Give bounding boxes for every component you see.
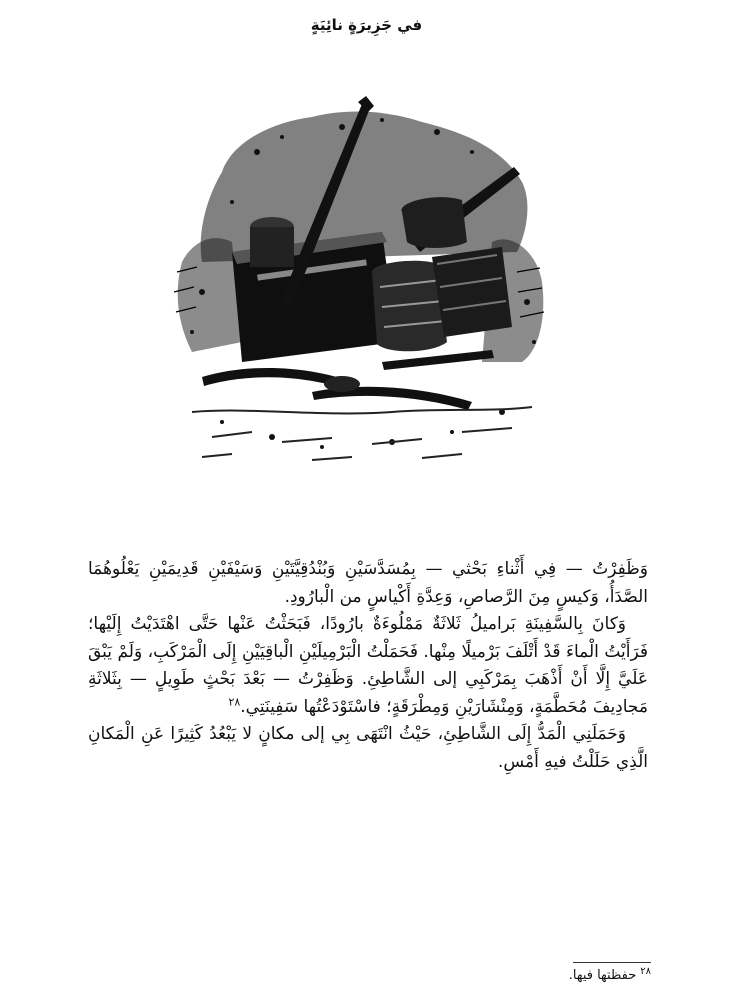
paragraph-barrels [88, 611, 648, 721]
footnote-text: حفظتها فيها. [568, 968, 637, 983]
paragraph-weapons-found: وَظَفِرْتُ — فِي أَثْناءِ بَحْثي — بِمُسَدَّسَيْنِ وَبُنْدُقِيَّتَيْنِ وَسَيْفَيْنِ قَدِيمَيْنِ يَعْلُوهُمَا الصَّدَأُ، وَكيسٍ مِنَ الرَّصاصِ، وَعِدَّةِ أَكْياسٍ من الْبارُودِ. [88, 559, 648, 607]
page-title: في جَزِيرَةٍ نائِيَةٍ [310, 16, 423, 34]
footnote-reference[interactable]: ٢٨ [228, 694, 241, 708]
footnote [440, 966, 651, 986]
footnote-number: ٢٨ [640, 965, 651, 977]
paragraph-tide: وَحَمَلَنِي الْمَدُّ إِلَى الشَّاطِئِ، حَيْثُ انْتَهَى بِي إلى مكانٍ لا يَبْعُدُ كَثِيرًا عَنِ الْمَكانِ الَّذِي حَلَلْتُ فيهِ أَمْسِ. [88, 724, 648, 772]
paragraph-barrels-text: وَكانَ بِالسَّفِينَةِ بَراميلُ ثَلاثَةٌ مَمْلُوءَةٌ بارُودًا، فَبَحَثْتُ عَنْها حَتَّى اهْتَدَيْتُ إِلَيْها؛ فَرَأَيْتُ الْماءَ قَدْ أَتْلَفَ بَرْميلًا مِنْها. فَحَمَلْتُ الْبَرْمِيلَيْنِ الْباقِيَيْنِ إِلَى الْمَرْكَبِ، وَلَمْ يَبْقَ عَلَيَّ إِلَّا أَنْ أَذْهَبَ بِمَرْكَبِي إلى الشَّاطِئِ. وَظَفِرْتُ — بَعْدَ بَحْثٍ طَوِيلٍ — بِثَلاثَةِ مَجادِيفَ مُحَطَّمَةٍ، وَمِنْشَارَيْنِ وَمِطْرَقَةٍ؛ فاسْتَوْدَعْتُها سَفِينَتِي. [88, 614, 648, 717]
shipwreck-supplies-engraving-icon [162, 92, 552, 467]
footnote-divider [573, 962, 651, 963]
body-text [88, 556, 648, 776]
